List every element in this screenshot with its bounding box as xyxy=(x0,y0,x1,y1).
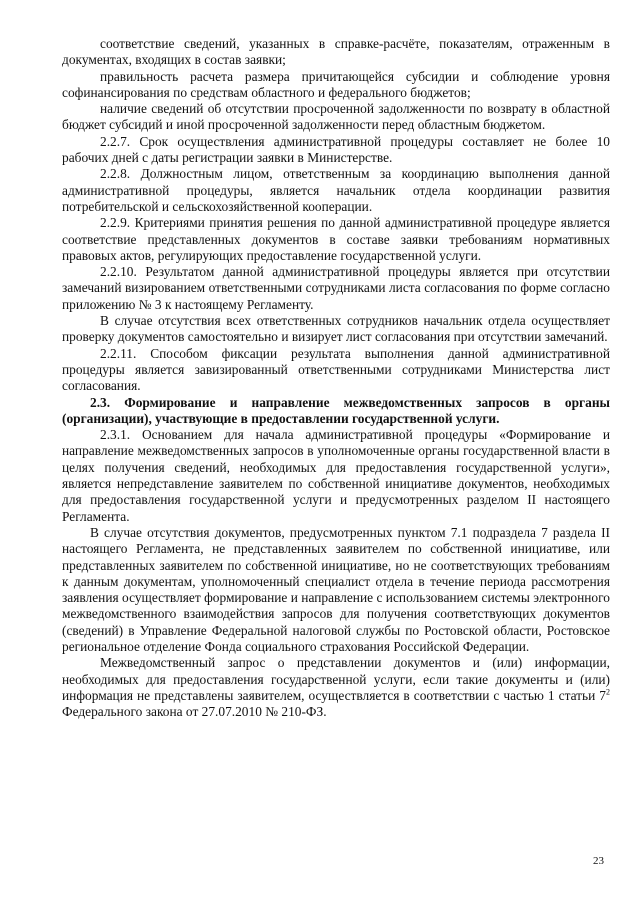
paragraph-interagency-request-text: Межведомственный запрос о представлении документов и (или) информации, необходимых для предоставления государственной услуги, если такие документы и (или) информация не представлены заявителем, осуществляется в соответствии с частью 1 статьи 7 xyxy=(62,655,610,703)
section-heading-2-3: 2.3. Формирование и направление межведомственных запросов в органы (организации), участвующие в предоставлении государственной услуги. xyxy=(62,394,610,426)
paragraph-2: правильность расчета размера причитающейся субсидии и соблюдение уровня софинансирования по средствам областного и федерального бюджетов; xyxy=(62,68,610,100)
page-number: 23 xyxy=(593,855,604,867)
paragraph-absent-staff: В случае отсутствия всех ответственных сотрудников начальник отдела осуществляет проверку документов самостоятельно и визирует лист согласования при отсутствии замечаний. xyxy=(62,313,610,345)
document-body xyxy=(62,36,610,720)
article-superscript: 2 xyxy=(606,687,610,697)
paragraph-interagency-request xyxy=(62,655,610,720)
paragraph-1: соответствие сведений, указанных в справке-расчёте, показателям, отраженным в документах, входящих в состав заявки; xyxy=(62,36,610,68)
paragraph-2-3-1: 2.3.1. Основанием для начала административной процедуры «Формирование и направление межведомственных запросов в уполномоченные органы государственной власти в целях получения сведений, необходимых для предоставления государственной услуги», является непредставление заявителем по собственной инициативе документов, необходимых для предоставления государственной услуги и предусмотренных разделом II настоящего Регламента. xyxy=(62,427,610,524)
paragraph-2-2-7: 2.2.7. Срок осуществления административной процедуры составляет не более 10 рабочих дней с даты регистрации заявки в Министерстве. xyxy=(62,133,610,166)
paragraph-2-2-8: 2.2.8. Должностным лицом, ответственным за координацию выполнения данной административной процедуры, является начальник отдела координации развития потребительской и сельскохозяйственной кооперации. xyxy=(62,166,610,214)
paragraph-2-2-9: 2.2.9. Критериями принятия решения по данной административной процедуре является соответствие представленных документов в составе заявки требованиям нормативных правовых актов, регулирующих предоставление государственной услуги. xyxy=(62,215,610,263)
paragraph-interagency-request-tail: Федерального закона от 27.07.2010 № 210-ФЗ. xyxy=(62,704,327,720)
paragraph-3: наличие сведений об отсутствии просроченной задолженности по возврату в областной бюджет субсидий и иной просроченной задолженности перед областным бюджетом. xyxy=(62,101,610,133)
paragraph-missing-documents: В случае отсутствия документов, предусмотренных пунктом 7.1 подраздела 7 раздела II настоящего Регламента, не представленных заявителем по собственной инициативе, или представленных заявителем по собственной инициативе, но не соответствующих требованиям к данным документам, уполномоченный специалист отдела в течение периода рассмотрения заявления осуществляет формирование и направление с использованием системы электронного межведомственного взаимодействия запросов для получения соответствующих документов (сведений) в Управление Федеральной налоговой службы по Ростовской области, Ростовское региональное отделение Фонда социального страхования Российской Федерации. xyxy=(62,524,610,654)
paragraph-2-2-11: 2.2.11. Способом фиксации результата выполнения данной административной процедуры является завизированный ответственными сотрудниками Министерства лист согласования. xyxy=(62,345,610,394)
paragraph-2-2-10: 2.2.10. Результатом данной административной процедуры является при отсутствии замечаний визированием ответственными сотрудниками листа согласования по форме согласно приложению № 3 к настоящему Регламенту. xyxy=(62,264,610,312)
